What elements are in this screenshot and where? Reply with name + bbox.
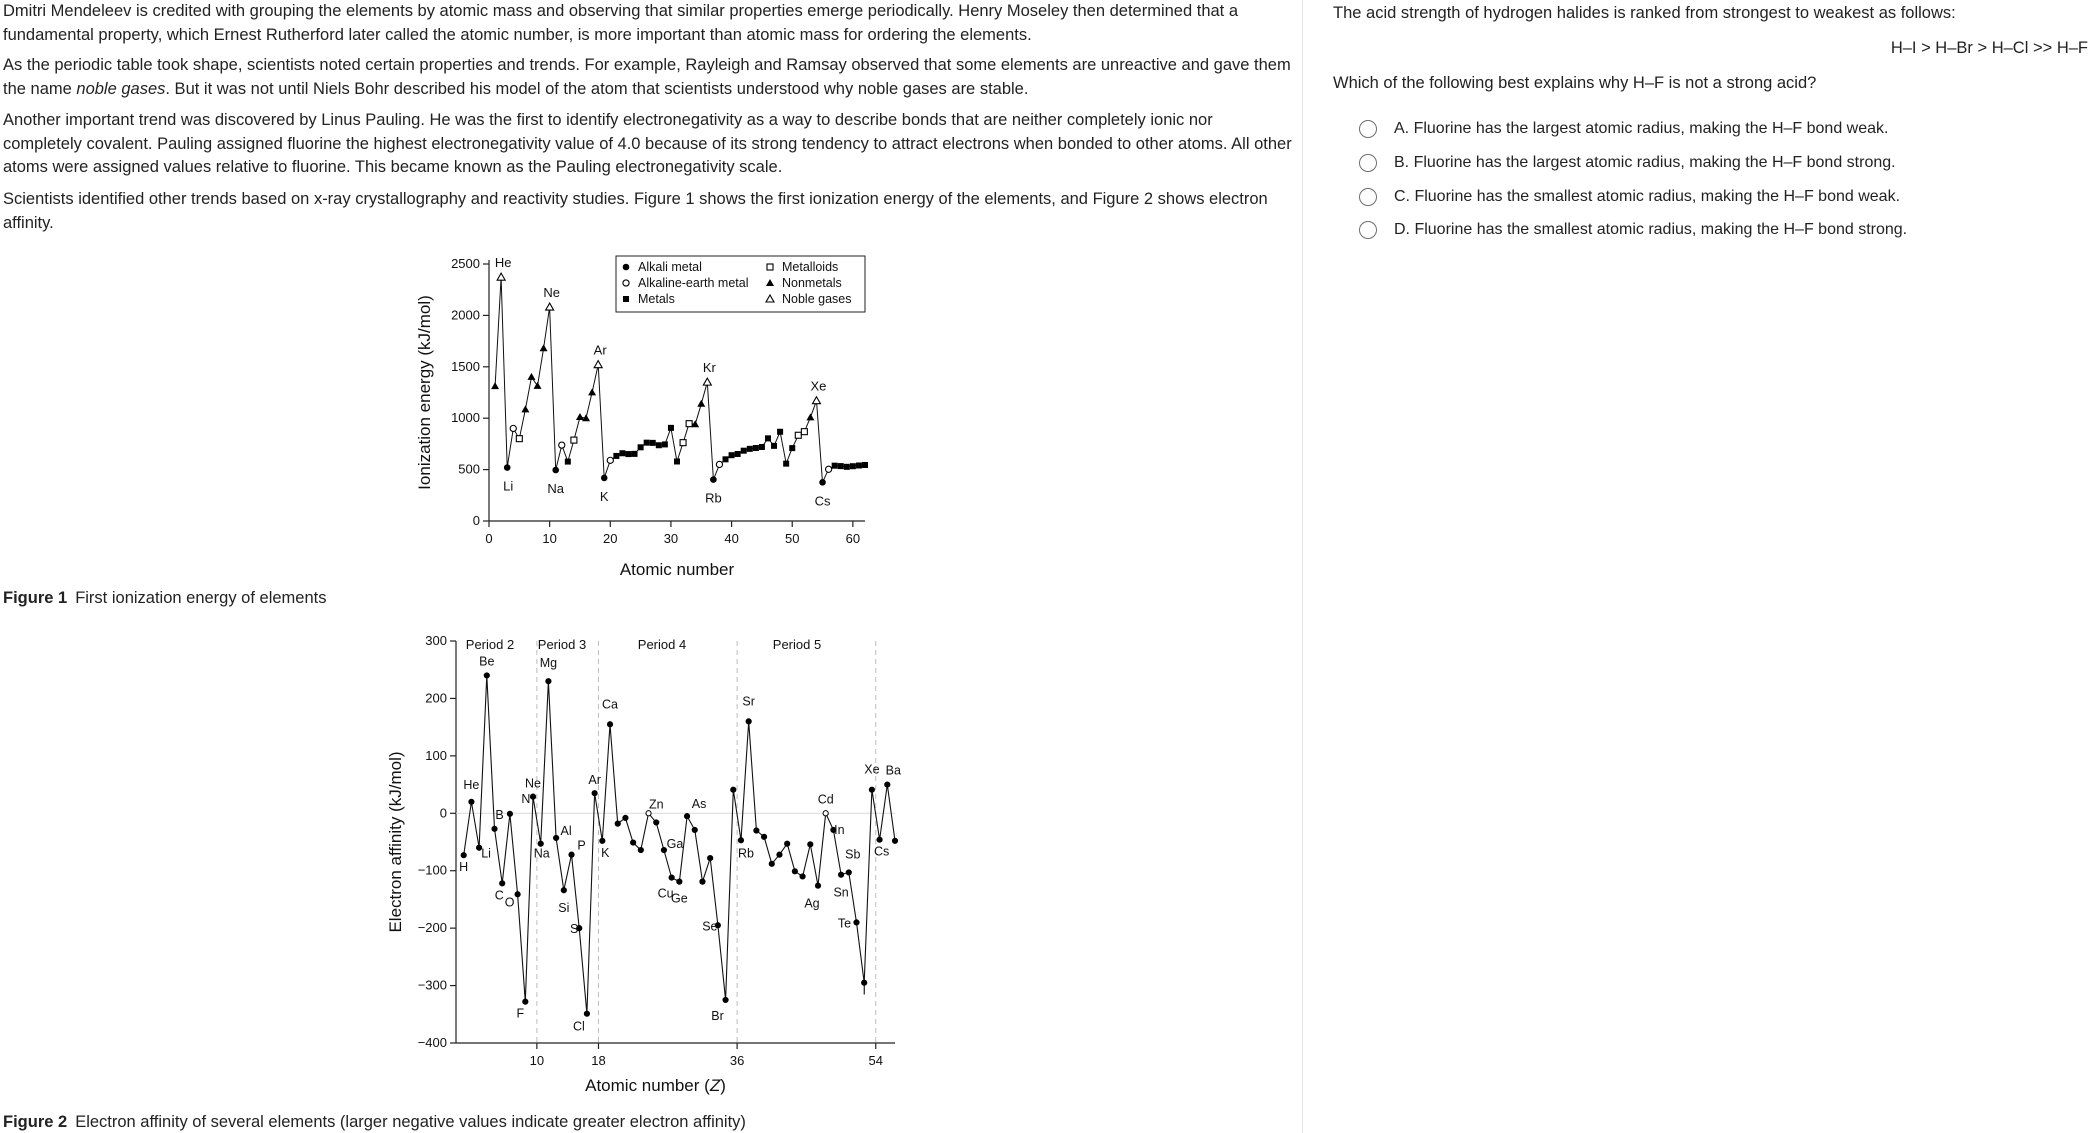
answer-option-c-text: C. Fluorine has the smallest atomic radius, making the H–F bond weak.: [1394, 188, 1901, 205]
fig2-data-point: [869, 787, 874, 792]
fig1-x-tick-label: 50: [784, 531, 800, 546]
fig1-data-point: [540, 344, 548, 351]
fig1-data-point: [729, 452, 735, 458]
fig2-element-label: Cd: [817, 792, 834, 807]
fig2-data-point: [484, 673, 489, 678]
fig2-data-point: [815, 883, 820, 888]
fig2-data-point: [800, 874, 805, 879]
figure-2-caption-text: Electron affinity of several elements (larger negative values indicate greater electron affinity): [75, 1113, 746, 1131]
fig2-element-label: H: [459, 860, 469, 875]
fig1-data-point: [571, 437, 577, 443]
fig1-legend-entry: Alkaline-earth metal: [638, 276, 749, 290]
answer-option-a[interactable]: [1359, 116, 1888, 142]
fig1-legend-marker: [623, 264, 630, 271]
fig2-element-label: Sn: [833, 885, 849, 900]
fig1-data-point: [491, 382, 499, 389]
figure-1-caption: [3, 589, 326, 608]
answer-option-a-text: A. Fluorine has the largest atomic radius, making the H–F bond weak.: [1394, 120, 1889, 137]
fig1-data-point: [856, 462, 862, 468]
fig2-element-label: Ca: [602, 697, 619, 712]
fig2-data-point: [492, 826, 497, 831]
fig1-data-point: [789, 445, 795, 451]
fig2-data-point: [731, 787, 736, 792]
fig1-data-point: [576, 413, 584, 420]
fig2-data-point: [615, 821, 620, 826]
fig2-element-label: Ba: [885, 763, 901, 778]
fig1-element-label: Ar: [593, 342, 607, 358]
passage-paragraph-3: Another important trend was discovered by Linus Pauling. He was the first to identify electronegativity as a way to describe bonds that are neither completely ionic nor completely covalent. Pauling assigned fluorine the highest electronegativity value of 4.0 because of its strong tendency to attract electrons when bonded to other atoms. All other atoms were assigned values relative to fluorine. This became known as the Pauling electronegativity scale.: [3, 111, 1292, 176]
fig2-period-label: Period 3: [537, 637, 587, 652]
fig1-data-point: [619, 450, 625, 456]
fig1-data-point: [710, 476, 717, 483]
fig2-data-point: [692, 827, 697, 832]
fig2-element-label: Rb: [737, 846, 754, 861]
fig2-element-label: Si: [558, 901, 570, 916]
fig1-data-point: [680, 440, 686, 446]
fig1-data-point: [607, 457, 613, 463]
fig1-element-label: Rb: [705, 490, 722, 506]
fig1-y-tick-label: 2500: [451, 256, 480, 271]
paragraph-2-text-b: . But it was not until Niels Bohr described his model of the atom that scientists understood why noble gases are stable.: [165, 79, 1029, 98]
fig2-x-tick-label: 36: [729, 1053, 745, 1068]
fig1-data-point: [765, 435, 771, 441]
fig2-data-point: [769, 861, 774, 866]
fig2-data-point: [515, 892, 520, 897]
fig2-data-point: [785, 841, 790, 846]
fig2-y-tick-label: 0: [439, 805, 447, 821]
fig2-x-tick-label: 10: [529, 1053, 545, 1068]
fig1-data-point: [504, 464, 511, 471]
fig2-element-label: In: [834, 822, 845, 837]
fig1-x-axis-title: Atomic number: [619, 560, 735, 579]
fig2-element-label: Sb: [845, 847, 861, 862]
fig1-data-point: [826, 466, 832, 472]
fig2-x-tick-label: 54: [868, 1053, 883, 1068]
figure-1-chart: [400, 245, 880, 585]
fig1-data-point: [771, 443, 777, 449]
fig2-data-point: [877, 837, 882, 842]
fig2-y-tick-label: −300: [417, 977, 447, 993]
fig1-data-point: [613, 453, 619, 459]
fig2-element-label: Mg: [539, 656, 558, 671]
fig2-element-label: P: [577, 838, 586, 853]
fig1-data-point: [747, 446, 753, 452]
fig1-y-tick-label: 1500: [451, 358, 480, 374]
fig1-data-point: [844, 464, 850, 470]
fig2-element-label: Al: [560, 823, 572, 838]
fig2-data-point: [792, 869, 797, 874]
fig1-data-point: [588, 388, 596, 395]
fig2-element-label: Ag: [804, 896, 820, 911]
fig1-data-point: [644, 440, 650, 446]
fig2-y-tick-label: −200: [417, 920, 447, 936]
fig2-data-point: [592, 791, 597, 796]
fig1-x-tick-label: 30: [663, 531, 679, 546]
fig2-data-point: [469, 799, 474, 804]
fig2-data-point: [561, 888, 566, 893]
fig1-legend-entry: Alkali metal: [638, 260, 702, 274]
fig1-data-point: [638, 444, 644, 450]
fig2-data-point: [885, 782, 890, 787]
fig2-x-axis-title: Atomic number (Z): [585, 1076, 726, 1095]
fig2-element-label: Ar: [588, 773, 601, 788]
radio-b[interactable]: [1359, 154, 1377, 172]
fig1-legend-marker: [623, 280, 629, 286]
fig2-data-point: [677, 879, 682, 884]
fig2-y-tick-label: 300: [425, 633, 447, 648]
fig1-data-point: [565, 459, 571, 465]
fig2-data-point: [523, 999, 528, 1004]
fig2-data-point: [569, 852, 574, 857]
fig1-data-point: [735, 451, 741, 457]
fig1-legend-entry: Noble gases: [782, 292, 852, 306]
fig2-data-point: [823, 811, 828, 816]
fig1-data-point: [559, 442, 565, 448]
fig1-y-tick-label: 0: [472, 513, 480, 528]
figure-1-legend: [616, 256, 865, 312]
fig2-data-point: [754, 828, 759, 833]
fig1-element-label: Kr: [702, 360, 716, 376]
fig1-data-point: [777, 429, 783, 435]
fig2-data-point: [746, 719, 751, 724]
fig2-element-label: Te: [837, 916, 852, 931]
fig2-data-point: [538, 841, 543, 846]
fig2-element-label: Na: [533, 846, 550, 861]
fig2-data-point: [461, 853, 466, 858]
answer-option-c[interactable]: [1359, 184, 1900, 210]
fig2-element-label: He: [463, 777, 480, 792]
fig1-element-label: Na: [547, 481, 565, 497]
fig2-element-label: K: [601, 845, 610, 860]
fig2-y-tick-label: −100: [417, 862, 447, 878]
fig2-element-label: Br: [711, 1008, 724, 1023]
fig2-data-point: [846, 870, 851, 875]
fig1-data-point: [723, 456, 729, 462]
fig2-data-point: [546, 679, 551, 684]
fig2-element-label: Ne: [525, 776, 542, 791]
fig1-data-point: [819, 479, 826, 486]
passage-paragraph-4: Scientists identified other trends based on x-ray crystallography and reactivity studies. Figure 1 shows the first ionization energy of the elements, and Figure 2 shows electron affinity.: [3, 190, 1268, 232]
fig2-period-label: Period 2: [465, 637, 515, 652]
fig2-period-label: Period 5: [772, 637, 822, 652]
fig1-element-label: Ne: [543, 285, 560, 301]
passage-paragraph-2: [3, 54, 1293, 101]
fig1-data-point: [686, 421, 692, 427]
fig1-data-point: [510, 425, 516, 431]
fig1-data-point: [546, 303, 554, 310]
fig2-data-point: [708, 855, 713, 860]
fig2-data-point: [723, 997, 728, 1002]
fig1-data-point: [783, 461, 789, 467]
fig1-data-point: [795, 432, 801, 438]
fig1-data-point: [850, 463, 856, 469]
fig1-data-point: [632, 451, 638, 457]
fig2-period-label: Period 4: [637, 637, 687, 652]
fig1-legend-entry: Metals: [638, 292, 675, 306]
fig2-data-point: [654, 820, 659, 825]
fig2-y-tick-label: 200: [425, 690, 447, 706]
fig2-data-point: [808, 842, 813, 847]
fig1-y-tick-label: 2000: [451, 307, 480, 323]
fig2-data-point: [507, 811, 512, 816]
fig2-element-label: Li: [481, 846, 491, 861]
fig1-y-tick-label: 500: [458, 461, 480, 477]
question-prompt: Which of the following best explains why H–F is not a strong acid?: [1333, 74, 1817, 92]
fig2-y-tick-label: 100: [425, 747, 447, 763]
fig1-legend-entry: Nonmetals: [782, 276, 842, 290]
fig2-data-point: [600, 838, 605, 843]
fig2-data-point: [638, 847, 643, 852]
fig2-data-point: [684, 814, 689, 819]
fig1-element-label: K: [599, 488, 609, 504]
fig1-data-point: [753, 445, 759, 451]
paragraph-2-text-a: As the periodic table took shape, scientists noted certain properties and trends. For example, Rayleigh and Ramsay observed that some elements are unreactive and gave them the name: [3, 56, 1291, 98]
fig1-data-point: [832, 463, 838, 469]
answer-option-b-text: B. Fluorine has the largest atomic radius, making the H–F bond strong.: [1394, 154, 1896, 171]
fig1-element-label: Li: [503, 478, 514, 494]
fig1-data-point: [601, 475, 608, 482]
fig2-data-point: [631, 840, 636, 845]
answer-option-d[interactable]: [1359, 217, 1907, 243]
figure-2-label: Figure 2: [3, 1113, 68, 1131]
question-pane: [1303, 0, 2088, 1133]
fig1-data-point: [801, 429, 807, 435]
fig2-element-label: B: [495, 807, 504, 822]
fig2-element-label: N: [521, 791, 531, 806]
fig2-data-point: [584, 1011, 589, 1016]
fig1-data-point: [862, 462, 868, 468]
fig1-data-point: [741, 448, 747, 454]
figure-2-element-labels: [459, 654, 901, 1033]
fig1-data-point: [534, 382, 542, 389]
fig2-element-label: S: [570, 922, 579, 937]
fig1-x-tick-label: 10: [542, 531, 557, 546]
fig1-y-axis-title: Ionization energy (kJ/mol): [415, 295, 434, 490]
figure-1-label: Figure 1: [3, 589, 68, 607]
fig2-data-point: [761, 834, 766, 839]
fig2-y-axis-title: Electron affinity (kJ/mol): [386, 751, 405, 933]
figure-1-caption-text: First ionization energy of elements: [75, 589, 327, 607]
paragraph-2-emphasis: noble gases: [76, 79, 166, 98]
fig2-data-point: [500, 881, 505, 886]
fig2-element-label: Cs: [873, 844, 890, 859]
fig2-data-point: [623, 815, 628, 820]
fig2-data-point: [607, 722, 612, 727]
fig1-element-label: Cs: [814, 493, 831, 509]
fig2-y-tick-label: −400: [417, 1035, 447, 1050]
fig1-data-point: [674, 458, 680, 464]
fig2-data-point: [892, 838, 897, 843]
fig1-data-point: [662, 441, 668, 447]
fig1-data-point: [521, 405, 529, 412]
fig2-element-label: Se: [702, 919, 718, 934]
fig2-element-label: Cl: [573, 1019, 585, 1034]
fig1-data-point: [668, 425, 674, 431]
fig2-element-label: Xe: [864, 762, 880, 777]
figure-2-caption: [3, 1113, 746, 1132]
fig1-data-point: [703, 378, 711, 385]
fig1-x-tick-label: 40: [724, 531, 739, 546]
fig2-element-label: Ge: [671, 891, 688, 906]
fig1-x-tick-label: 0: [485, 531, 493, 546]
radio-c[interactable]: [1359, 188, 1377, 206]
fig1-data-point: [594, 361, 602, 368]
fig1-element-label: He: [494, 255, 512, 271]
fig1-data-point: [552, 467, 559, 474]
fig1-legend-entry: Metalloids: [782, 260, 839, 274]
fig2-data-point: [738, 838, 743, 843]
fig2-data-point: [854, 920, 859, 925]
fig2-data-point: [700, 879, 705, 884]
fig1-data-point: [806, 413, 814, 420]
answer-option-d-text: D. Fluorine has the smallest atomic radius, making the H–F bond strong.: [1394, 221, 1908, 238]
fig2-x-tick-label: 18: [591, 1053, 606, 1068]
fig1-data-point: [625, 451, 631, 457]
fig1-x-tick-label: 20: [603, 531, 618, 546]
fig1-x-tick-label: 60: [845, 531, 861, 546]
radio-a[interactable]: [1359, 120, 1377, 138]
fig1-y-tick-label: 1000: [451, 410, 480, 426]
fig1-data-point: [838, 463, 844, 469]
fig1-data-point: [650, 440, 656, 446]
fig1-data-point: [527, 373, 535, 380]
answer-option-b[interactable]: [1359, 150, 1896, 176]
fig1-data-point: [497, 273, 505, 280]
fig2-element-label: C: [494, 888, 504, 903]
fig2-element-label: Be: [479, 654, 495, 669]
fig2-element-label: Ga: [666, 837, 684, 852]
fig2-element-label: As: [691, 797, 707, 812]
fig2-data-point: [554, 835, 559, 840]
fig2-data-point: [777, 852, 782, 857]
passage-paragraph-1: Dmitri Mendeleev is credited with grouping the elements by atomic mass and observing that similar properties emerge periodically. Henry Moseley then determined that a fundamental property, which Ernest Rutherford later called the atomic number, is more important than atomic mass for ordering the elements.: [3, 2, 1239, 44]
fig2-element-label: Cu: [657, 886, 674, 901]
fig2-data-point: [530, 794, 535, 799]
fig2-element-label: Sr: [742, 694, 755, 709]
fig1-data-point: [759, 444, 765, 450]
fig1-data-point: [716, 461, 722, 467]
fig1-element-label: Xe: [810, 378, 827, 394]
fig1-data-point: [812, 397, 820, 404]
fig1-legend-marker: [623, 296, 629, 302]
fig1-data-point: [697, 400, 705, 407]
fig1-data-point: [516, 436, 522, 442]
fig1-data-point: [656, 442, 662, 448]
fig2-element-label: Zn: [648, 797, 664, 812]
fig2-element-label: O: [504, 895, 515, 910]
fig2-data-point: [669, 875, 674, 880]
fig1-legend-marker: [767, 264, 773, 270]
figure-2-chart: [380, 620, 920, 1100]
acid-strength-ranking: H–I > H–Br > H–Cl >> H–F: [1890, 39, 2088, 57]
fig2-element-label: F: [516, 1006, 525, 1021]
radio-d[interactable]: [1359, 221, 1377, 239]
question-stem: The acid strength of hydrogen halides is ranked from strongest to weakest as follows:: [1333, 4, 1956, 22]
fig2-element-label: I: [862, 983, 866, 998]
fig2-data-point: [838, 872, 843, 877]
